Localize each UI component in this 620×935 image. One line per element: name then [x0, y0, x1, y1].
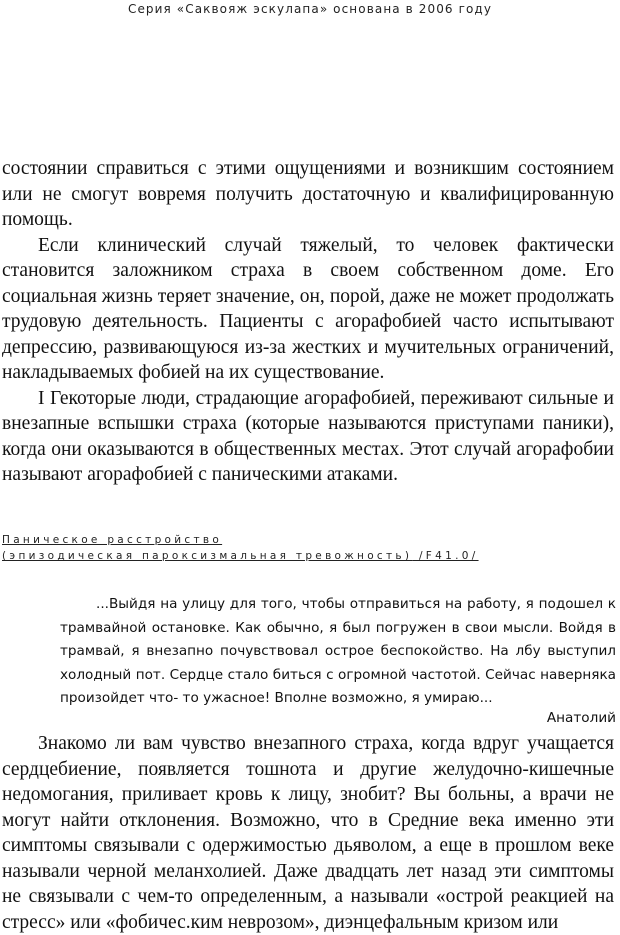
- paragraph-continuation: состоянии справиться с этими ощущениями и возникшим состоянием или не смогут вовремя получить достаточную и квалифицированную помощь.: [2, 158, 614, 230]
- paragraph-panic-attacks: I Гекоторые люди, страдающие агорафобией, переживают сильные и внезапные вспышки страха (которые называются приступами паники), когда они оказываются в общественных местах. Этот случай агорафобии называют агорафобией с паническими атаками.: [2, 387, 614, 485]
- section-title-line2: (эпизодическая пароксизмальная тревожность) /F41.0/: [2, 550, 479, 562]
- icd-code: /F41.0/: [412, 550, 479, 562]
- quote-text: ...Выйдя на улицу для того, чтобы отправиться на работу, я подошел к трамвайной остановке. Как обычно, я был погружен в свои мысли. Войдя в трамвай, я внезапно почувствовал острое беспокойство. На лбу выступил холодный пот. Сердце стало биться с огромной частотой. Сейчас наверняка произойдет что- то ужасное! Вполне возможно, я умираю...: [60, 596, 616, 707]
- quote-author: Анатолий: [546, 709, 616, 726]
- patient-quote: [60, 593, 616, 727]
- paragraph-symptoms: Знакомо ли вам чувство внезапного страха, когда вдруг учащается сердцебиение, появляется тошнота и другие желудочно-кишечные недомогания, приливает кровь к лицу, знобит? Вы больны, а врачи не могут найти отклонения. Возможно, что в Средние века именно эти симптомы связывали с одержимостью дьяволом, а еще в прошлом веке называли черной меланхолией. Даже двадцать лет назад эти симптомы не связывали с чем-то определенным, а называли «острой реакцией на стресс» или «фобичес.ким неврозом», диэнцефальным кризом или: [2, 733, 614, 933]
- series-header: Серия «Саквояж эскулапа» основана в 2006 году: [127, 2, 493, 16]
- section-title-line1: Паническое расстройство: [2, 534, 223, 546]
- body-text-top: [2, 156, 614, 488]
- body-text-bottom: [2, 731, 614, 935]
- section-heading: [2, 532, 614, 564]
- paragraph-clinical-case: Если клинический случай тяжелый, то человек фактически становится заложником страха в своем собственном доме. Его социальная жизнь теряет значение, он, порой, даже не может продолжать трудовую деятельность. Пациенты с агорафобией часто испытывают депрессию, развивающуюся из-за жестких и мучительных ограничений, накладываемых фобией на их существование.: [2, 234, 614, 383]
